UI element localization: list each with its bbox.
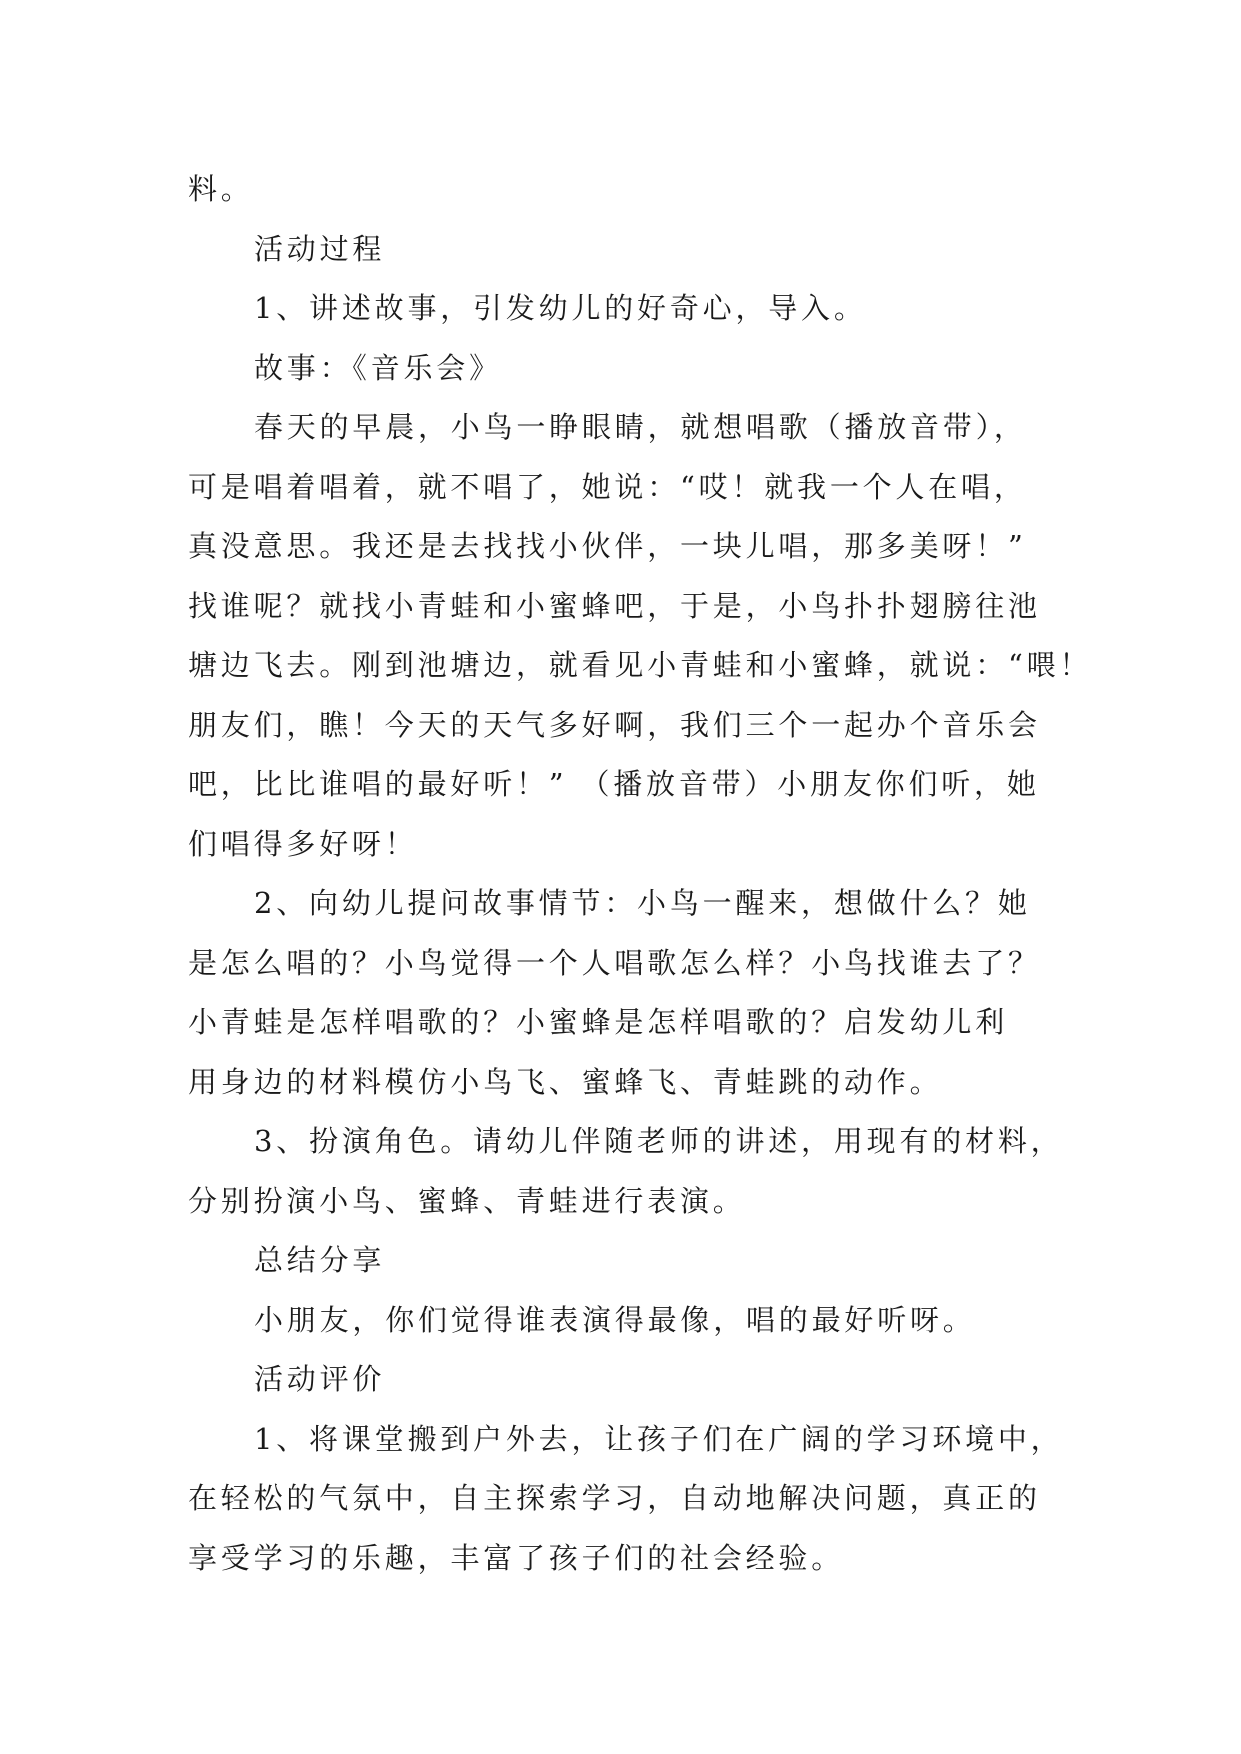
step-line: 1、讲述故事，引发幼儿的好奇心，导入。 — [254, 291, 867, 325]
step-line: 3、扮演角色。请幼儿伴随老师的讲述，用现有的材料， — [254, 1124, 1064, 1158]
paragraph-line: 料。 — [188, 172, 254, 206]
story-title: 故事：《音乐会》 — [254, 350, 502, 385]
paragraph-line: 朋友们，瞧！今天的天气多好啊，我们三个一起办个音乐会 — [188, 707, 1041, 742]
paragraph-line: 在轻松的气氛中，自主探索学习，自动地解决问题，真正的 — [188, 1481, 1041, 1515]
section-heading-activity-process: 活动过程 — [254, 231, 386, 266]
paragraph-line: 小青蛙是怎样唱歌的？小蜜蜂是怎样唱歌的？启发幼儿利 — [188, 1005, 1009, 1039]
paragraph-line: 分别扮演小鸟、蜜蜂、青蛙进行表演。 — [188, 1183, 746, 1218]
paragraph-line: 真没意思。我还是去找找小伙伴，一块儿唱，那多美呀！” — [188, 529, 1027, 563]
section-heading-evaluation: 活动评价 — [254, 1362, 386, 1396]
paragraph-line: 用身边的材料模仿小鸟飞、蜜蜂飞、青蛙跳的动作。 — [188, 1064, 943, 1099]
step-line: 2、向幼儿提问故事情节：小鸟一醒来，想做什么？她 — [254, 886, 1031, 920]
paragraph-line: 享受学习的乐趣，丰富了孩子们的社会经验。 — [188, 1540, 845, 1575]
section-heading-summary: 总结分享 — [254, 1243, 386, 1277]
document-body — [188, 160, 1093, 1588]
paragraph-line: 塘边飞去。刚到池塘边，就看见小青蛙和小蜜蜂，就说：“喂！ — [188, 648, 1093, 682]
paragraph-line: 小朋友，你们觉得谁表演得最像，唱的最好听呀。 — [254, 1302, 976, 1337]
paragraph-line: 春天的早晨，小鸟一睁眼睛，就想唱歌（播放音带）， — [254, 410, 1027, 444]
paragraph-line: 吧，比比谁唱的最好听！” （播放音带）小朋友你们听，她 — [188, 767, 1040, 801]
step-line: 1、将课堂搬到户外去，让孩子们在广阔的学习环境中， — [254, 1421, 1064, 1456]
paragraph-line: 们唱得多好呀！ — [188, 826, 418, 861]
paragraph-line: 可是唱着唱着，就不唱了，她说：“哎！就我一个人在唱， — [188, 469, 1027, 504]
paragraph-line: 找谁呢？就找小青蛙和小蜜蜂吧，于是，小鸟扑扑翅膀往池 — [188, 588, 1041, 623]
paragraph-line: 是怎么唱的？小鸟觉得一个人唱歌怎么样？小鸟找谁去了？ — [188, 945, 1041, 980]
